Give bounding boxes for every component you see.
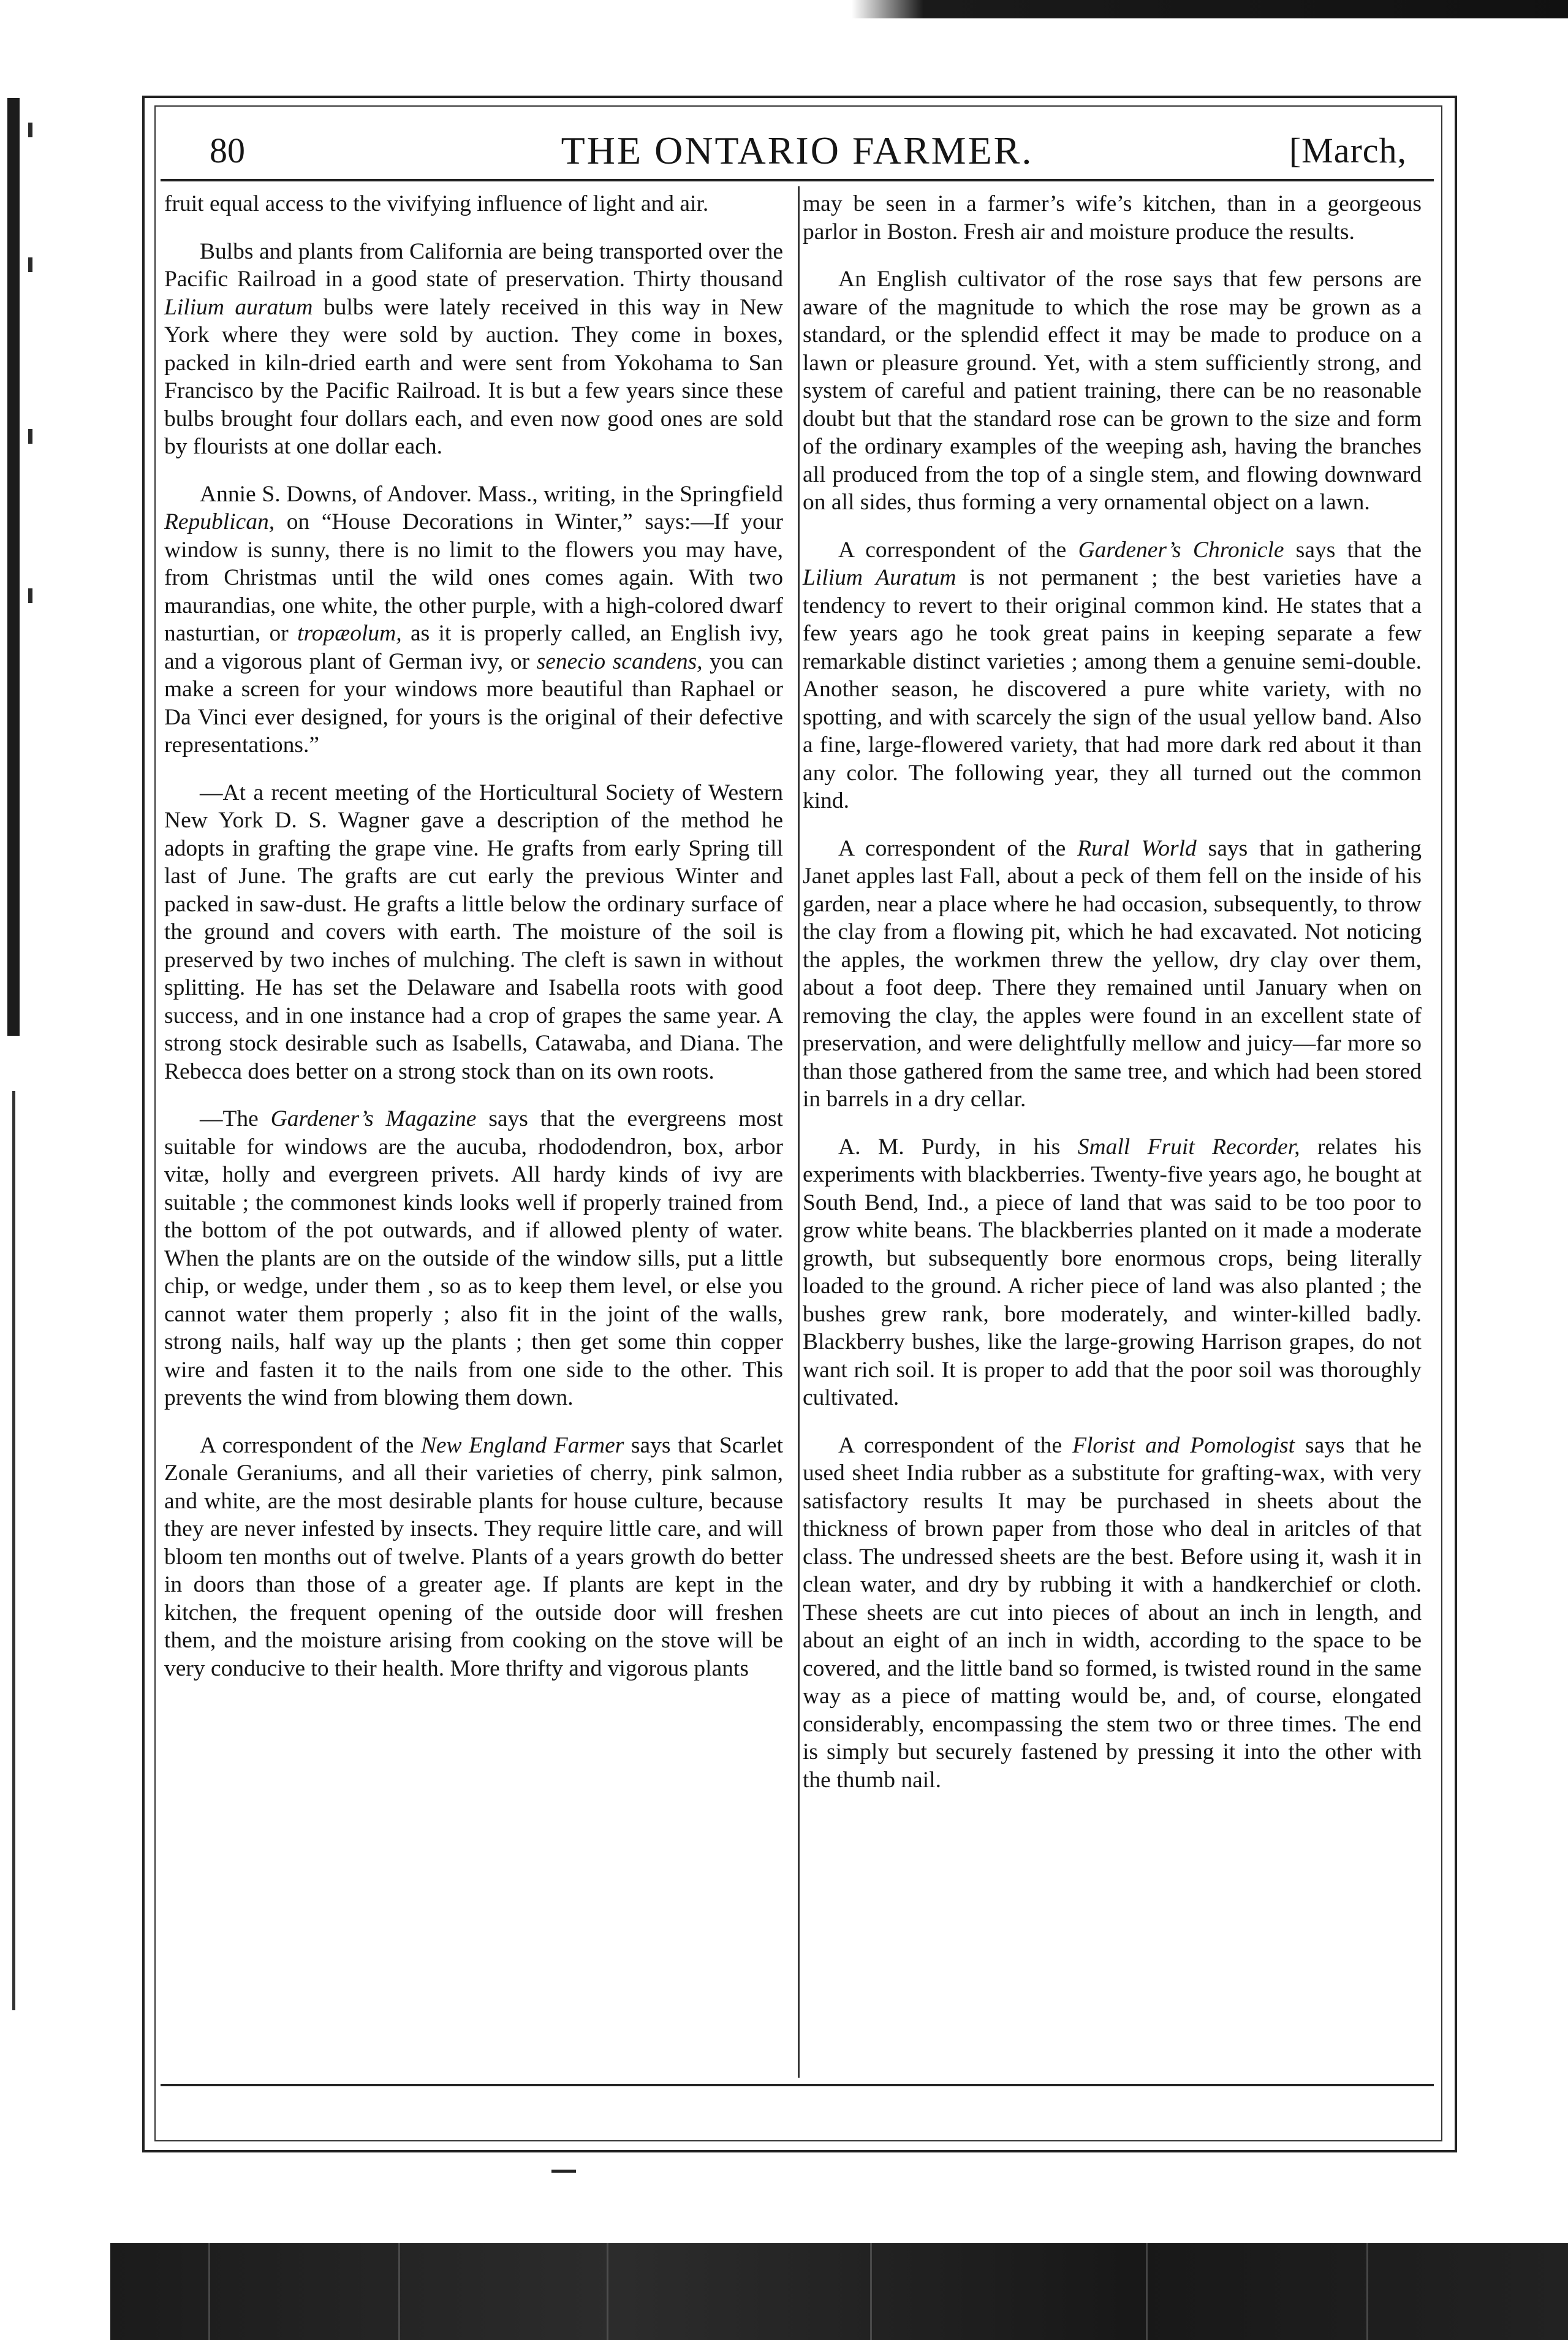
paragraph-text: says that Scarlet Zonale Geraniums, and all their varieties of cherry, pink salmon, and white, are the most desirable plants for house culture, because they are never infested by insects. They require little care, and will bloom ten months out of twelve. Plants of a years growth do better in doors than those of a greater age. If plants are kept in the kitchen, the frequent opening of the outside door will freshen them, and the moisture arising from cooking on the stove will be very conducive to their health. More thrifty and vigorous plants bbox=[164, 1432, 783, 1681]
paragraph-text: fruit equal access to the vivifying influence of light and air. bbox=[164, 191, 709, 216]
scan-speck bbox=[28, 429, 32, 444]
italic-title-text: New England Farmer bbox=[420, 1432, 624, 1458]
italic-title-text: Republican, bbox=[164, 509, 275, 534]
italic-title-text: Gardener’s Magazine bbox=[270, 1106, 477, 1131]
italic-title-text: Florist and Pomologist bbox=[1072, 1432, 1295, 1458]
paragraph-text: may be seen in a farmer’s wife’s kitchen, than in a georgeous parlor in Boston. Fresh air and moisture produce the results. bbox=[803, 191, 1422, 245]
scan-stripe bbox=[208, 2243, 210, 2340]
paragraph-text: A correspondent of the bbox=[838, 537, 1078, 563]
article-paragraph bbox=[803, 835, 1422, 1114]
paragraph-text: A correspondent of the bbox=[838, 835, 1078, 861]
scan-stripe bbox=[1366, 2243, 1368, 2340]
paragraph-text: Bulbs and plants from California are being transported over the Pacific Railroad in a good state of preservation. Thirty thousand bbox=[164, 238, 783, 292]
article-paragraph bbox=[803, 536, 1422, 815]
italic-title-text: Lilium Auratum bbox=[803, 565, 956, 590]
scan-speck bbox=[28, 588, 32, 603]
article-paragraph bbox=[164, 1432, 783, 1683]
article-paragraph bbox=[803, 1133, 1422, 1412]
paragraph-text: says that the evergreens most suitable for windows are the aucuba, rhododendron, box, arbor vitæ, holly and evergreen privets. All hardy kinds of ivy are suitable ; the commonest kinds looks well if properly trained from the bottom of the pot outwards, and if allowed plenty of water. When the plants are on the outside of the window sills, put a little chip, or wedge, under them , so as to keep them level, or else you cannot water them properly ; also fit in the joint of the walls, strong nails, half way up the plants ; then get some thin copper wire and fasten it to the nails from one side to the other. This prevents the wind from blowing them down. bbox=[164, 1106, 783, 1410]
paragraph-text: bulbs were lately received in this way in New York where they were sold by auction. They come in boxes, packed in kiln-dried earth and were sent from Yokohama to San Francisco by the Pacific Railroad. It is but a few years since these bulbs brought four dollars each, and even now good ones are sold by flourists at one dollar each. bbox=[164, 294, 783, 459]
paragraph-text: A correspondent of the bbox=[838, 1432, 1073, 1458]
article-paragraph bbox=[164, 779, 783, 1086]
paragraph-text: you can make a screen for your windows more beautiful than Raphael or Da Vinci ever designed, for yours is the original of their defective representations.” bbox=[164, 648, 783, 758]
paragraph-text: —The bbox=[200, 1106, 271, 1131]
article-paragraph bbox=[164, 1105, 783, 1412]
scan-binding-edge bbox=[0, 49, 43, 2151]
paragraph-text: says that the bbox=[1284, 537, 1422, 563]
paragraph-text: Annie S. Downs, of Andover. Mass., writing, in the Springfield bbox=[200, 481, 783, 507]
left-column bbox=[164, 190, 783, 1702]
scan-speck bbox=[28, 123, 32, 137]
paragraph-text: relates his experiments with blackberries. Twenty-five years ago, he bought at South Bend, Ind., a piece of land that was said to be too poor to grow white beans. The blackberries planted on it made a moderate growth, but subsequently bore enormous crops, being literally loaded to the ground. A richer piece of land was also planted ; the bushes grew rank, bore moderately, and winter-killed badly. Blackberry bushes, like the large-growing Harrison grapes, do not want rich soil. It is proper to add that the poor soil was thoroughly cultivated. bbox=[803, 1134, 1422, 1410]
right-column bbox=[803, 190, 1422, 1814]
header-rule bbox=[161, 179, 1434, 181]
running-head bbox=[161, 120, 1434, 181]
scan-speck bbox=[28, 257, 32, 272]
paragraph-text: is not permanent ; the best varieties have a tendency to revert to their original common kind. He states that a few years ago he took great pains in keeping separate a few remarkable distinct varieties ; among them a genuine semi-double. Another season, he discovered a pure white variety, with no spotting, and with scarcely the sign of the usual yellow band. Also a fine, large-flowered variety, that had more dark red about it than any color. The following year, they all turned out the common kind. bbox=[803, 565, 1422, 813]
article-paragraph bbox=[803, 1432, 1422, 1795]
article-paragraph bbox=[803, 265, 1422, 517]
page-number: 80 bbox=[210, 131, 245, 170]
paragraph-text: A correspondent of the bbox=[200, 1432, 421, 1458]
article-paragraph bbox=[164, 481, 783, 759]
journal-title: THE ONTARIO FARMER. bbox=[561, 129, 1034, 172]
italic-title-text: senecio scandens, bbox=[536, 648, 703, 674]
paragraph-text: —At a recent meeting of the Horticultural Society of Western New York D. S. Wagner gave a description of the method he adopts in grafting the grape vine. He grafts from early Spring till last of June. The grafts are cut early the previous Winter and packed in saw-dust. He grafts a little below the ordinary surface of the ground and covers with earth. The moisture of the soil is preserved by two inches of mulching. The cleft is sawn in without splitting. He has set the Delaware and Isabella roots with good success, and in one instance had a crop of grapes the same year. A strong stock desirable such as Isabells, Catawaba, and Diana. The Rebecca does better on a strong stock than on its own roots. bbox=[164, 780, 783, 1084]
paragraph-text: An English cultivator of the rose says that few persons are aware of the magnitude to which the rose may be grown as a standard, or the splendid effect it may be made to produce on a lawn or pleasure ground. Yet, with a stem sufficiently strong, and system of careful and patient training, there can be no reasonable doubt but that the standard rose can be grown to the size and form of the ordinary examples of the weeping ash, having the branches all produced from the top of a single stem, and flowing downward on all sides, thus forming a very ornamental object on a lawn. bbox=[803, 267, 1422, 515]
italic-title-text: Small Fruit Recorder, bbox=[1077, 1134, 1300, 1160]
scan-edge-shadow bbox=[852, 0, 1568, 18]
paragraph-text: says that in gathering Janet apples last Fall, about a peck of them fell on the inside of his garden, near a place where he had occasion, subsequently, to throw the clay from a flowing pit, which he had excavated. Not noticing the apples, the workmen threw the yellow, dry clay over them, about a foot deep. There they remained until January when on removing the clay, the apples were found in an excellent state of preservation, and were delightfully mellow and juicy—far more so than those gathered from the same tree, and which had been stored in barrels in a dry cellar. bbox=[803, 835, 1422, 1112]
article-paragraph bbox=[164, 238, 783, 461]
column-separator bbox=[798, 186, 800, 2078]
italic-title-text: Rural World bbox=[1077, 835, 1197, 861]
article-paragraph bbox=[164, 190, 783, 218]
scan-stripe bbox=[607, 2243, 608, 2340]
italic-title-text: Gardener’s Chronicle bbox=[1078, 537, 1284, 563]
binding-line bbox=[12, 1091, 15, 2010]
scan-stripe bbox=[398, 2243, 400, 2340]
scan-stripe bbox=[1146, 2243, 1148, 2340]
paragraph-text: says that he used sheet India rubber as a substitute for grafting-wax, with very satisfactory results It may be purchased in sheets about the thickness of brown paper from those who deal in aritcles of that class. The undressed sheets are the best. Before using it, wash it in clean water, and dry by rubbing it with a handkerchief or cloth. These sheets are cut into pieces of about an inch in length, and about an eight of an inch in width, according to the space to be covered, and the little band so formed, is twisted round in the same way as a piece of matting would be, and, of course, elongated considerably, encompassing the stem two or three times. The end is simply but securely fastened by pressing it into the other with the thumb nail. bbox=[803, 1432, 1422, 1793]
italic-title-text: Lilium auratum bbox=[164, 294, 313, 320]
scan-bottom-shadow bbox=[110, 2243, 1568, 2340]
article-paragraph bbox=[803, 190, 1422, 246]
italic-title-text: tropæolum, bbox=[297, 621, 402, 646]
footer-rule bbox=[161, 2084, 1434, 2086]
footer-dash bbox=[551, 2170, 576, 2173]
binding-shadow bbox=[7, 98, 20, 1036]
scan-stripe bbox=[870, 2243, 872, 2340]
paragraph-text: as it is properly called, an English ivy, and a vigorous plant of German ivy, or bbox=[164, 621, 783, 674]
paragraph-text: on “House Decorations in Winter,” says:—If your window is sunny, there is no limit to the flowers you may have, from Christmas until the wild ones comes again. With two maurandias, one white, the other purple, with a high-colored dwarf nasturtian, or bbox=[164, 509, 783, 646]
paragraph-text: A. M. Purdy, in his bbox=[838, 1134, 1078, 1160]
issue-month: [March, bbox=[1289, 131, 1407, 170]
